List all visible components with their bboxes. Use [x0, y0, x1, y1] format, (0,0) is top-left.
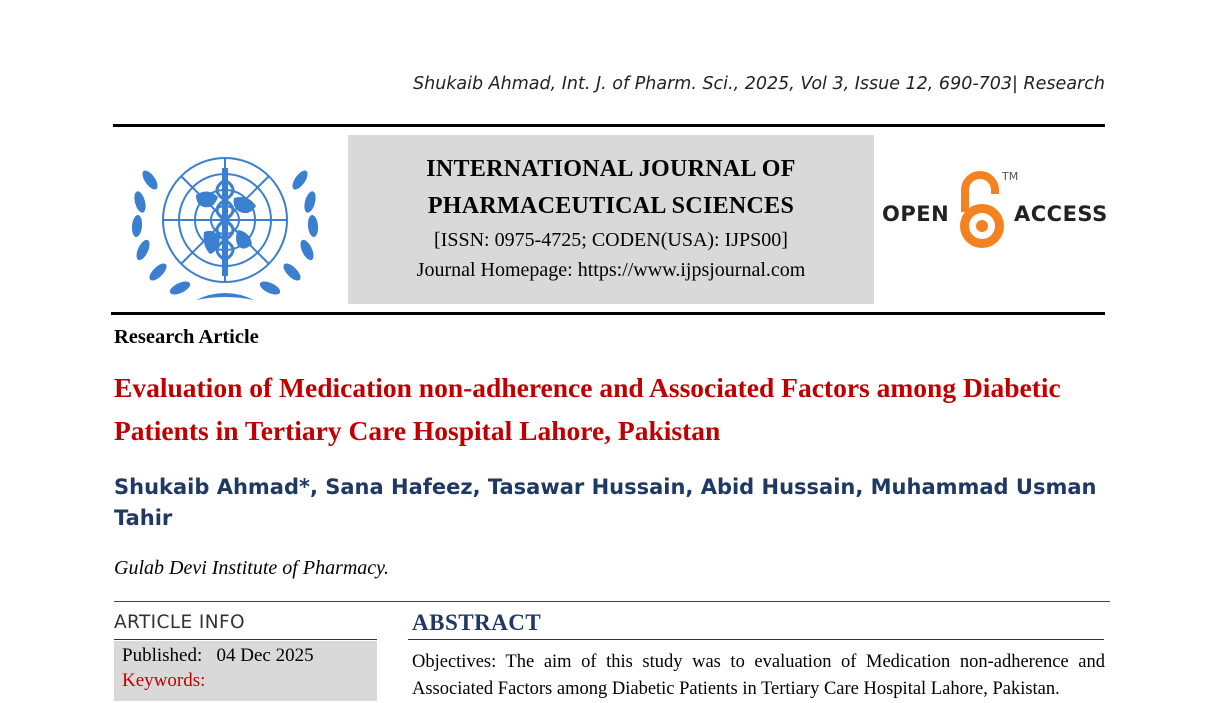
journal-title-line2: PHARMACEUTICAL SCIENCES	[427, 193, 795, 219]
open-access-left-text: OPEN	[882, 202, 950, 226]
abstract-rule	[408, 639, 1104, 640]
trademark-mark: TM	[1002, 170, 1019, 183]
article-affiliation: Gulab Devi Institute of Pharmacy.	[114, 557, 389, 579]
abstract-text: Objectives: The aim of this study was to evaluation of Medication non-adherence and Associated Factors among Diabetic Patients in Tertiary Care Hospital Lahore, Pakistan.	[412, 652, 1105, 699]
published-label: Published:	[122, 645, 203, 666]
published-date: 04 Dec 2025	[216, 645, 314, 666]
journal-homepage: Journal Homepage: https://www.ijpsjournal.com	[416, 259, 806, 281]
open-access-right-text: ACCESS	[1014, 202, 1108, 226]
article-title: Evaluation of Medication non-adherence and Associated Factors among Diabetic Patients in Tertiary Care Hospital Lahore, Pakistan	[114, 372, 1061, 446]
header-rule	[113, 124, 1105, 127]
section-divider	[114, 601, 1110, 602]
masthead-rule	[111, 312, 1105, 315]
article-type: Research Article	[114, 326, 259, 348]
article-authors: Shukaib Ahmad*, Sana Hafeez, Tasawar Hussain, Abid Hussain, Muhammad Usman Tahir	[114, 475, 1097, 530]
open-access-logo	[880, 168, 1108, 254]
article-info-heading: ARTICLE INFO	[114, 612, 246, 633]
journal-issn: [ISSN: 0975-4725; CODEN(USA): IJPS00]	[434, 229, 788, 251]
running-citation: Shukaib Ahmad, Int. J. of Pharm. Sci., 2025, Vol 3, Issue 12, 690-703| Research	[413, 74, 1105, 94]
journal-title-line1: INTERNATIONAL JOURNAL OF	[426, 156, 796, 182]
journal-title	[348, 151, 874, 225]
keywords-label: Keywords:	[122, 670, 206, 691]
journal-masthead	[348, 135, 874, 304]
abstract-heading: ABSTRACT	[412, 610, 542, 635]
journal-emblem-logo	[126, 140, 324, 306]
article-info-rule	[114, 639, 377, 640]
published-line	[122, 645, 314, 667]
